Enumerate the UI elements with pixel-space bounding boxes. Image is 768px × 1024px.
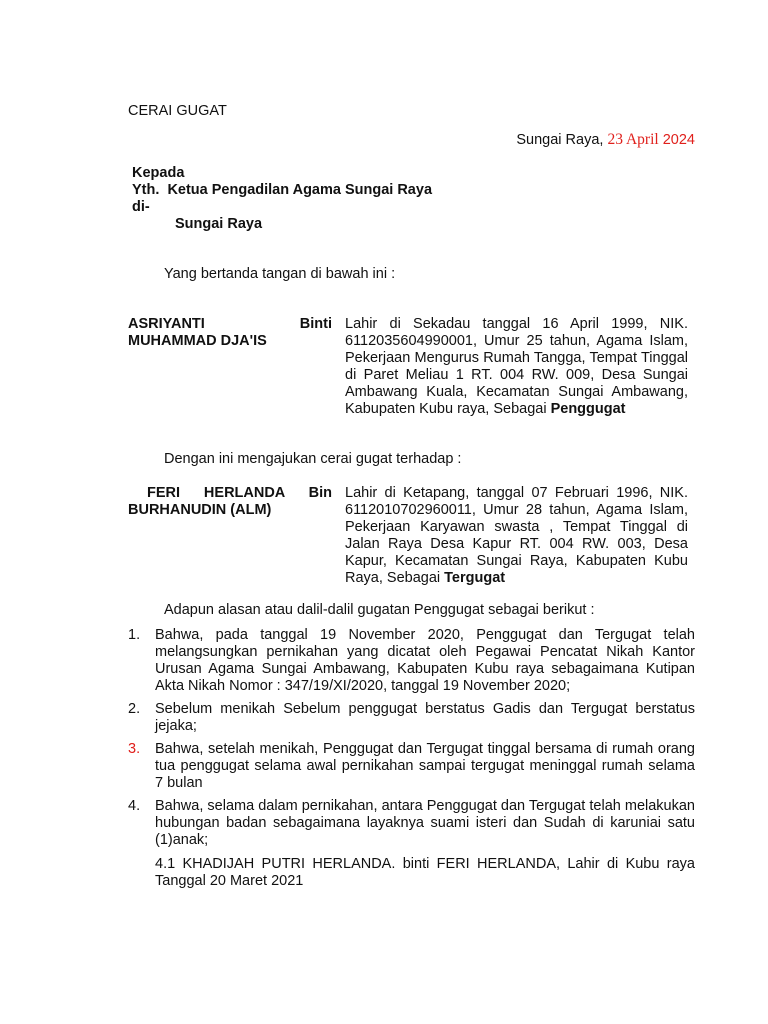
place-date — [516, 131, 695, 149]
plaintiff-name-second: MUHAMMAD DJA'IS — [128, 333, 267, 349]
document-title: CERAI GUGAT — [128, 103, 227, 119]
place-text: Sungai Raya, — [516, 132, 604, 148]
plaintiff-details — [345, 316, 688, 418]
against-text: Dengan ini mengajukan cerai gugat terhadap : — [164, 451, 462, 467]
plaintiff-binti: Binti — [299, 316, 332, 332]
reason-3-text: Bahwa, setelah menikah, Penggugat dan Tergugat tinggal bersama di rumah orang tua penggugat selama awal pernikahan sampai tergugat meninggal rumah selama 7 bulan — [155, 741, 695, 791]
date-year: 2024 — [662, 132, 695, 148]
reason-4-text: Bahwa, selama dalam pernikahan, antara Penggugat dan Tergugat telah melakukan hubungan badan sebagaimana layaknya suami isteri dan Sudah di karuniai satu (1)anak; — [155, 798, 695, 848]
date-day-month: 23 April — [607, 131, 659, 148]
addressee-block — [132, 165, 432, 233]
defendant-name-first: FERI HERLANDA Bin — [147, 485, 332, 501]
plaintiff-name — [128, 316, 332, 350]
defendant-role: Tergugat — [444, 570, 506, 586]
child-entry: 4.1 KHADIJAH PUTRI HERLANDA. binti FERI HERLANDA, Lahir di Kubu raya Tanggal 20 Maret 2021 — [155, 856, 695, 889]
reason-1-number: 1. — [128, 627, 141, 643]
defendant-details-text: Lahir di Ketapang, tanggal 07 Februari 1996, NIK. 6112010702960011, Umur 28 tahun, Agama Islam, Pekerjaan Karyawan swasta , Tempat Tinggal di Jalan Raya Desa Kapur RT. 004 RW. 003, Desa Kapur, Kecamatan Sungai Raya, Kabupaten Kubu Raya, Sebagai — [345, 485, 688, 586]
addressee-recipient: Yth. Ketua Pengadilan Agama Sungai Raya — [132, 182, 433, 198]
plaintiff-details-text: Lahir di Sekadau tanggal 16 April 1999, NIK. 6112035604990001, Umur 25 tahun, Agama Islam, Pekerjaan Mengurus Rumah Tangga, Tempat Tinggal di Paret Meliau 1 RT. 004 RW. 009, Desa Sungai Ambawang Kuala, Kecamatan Sungai Ambawang, Kabupaten Kubu raya, Sebagai — [345, 316, 688, 417]
defendant-name — [128, 485, 332, 519]
plaintiff-role: Penggugat — [550, 401, 626, 417]
reason-4-number: 4. — [128, 798, 141, 814]
reason-1-text: Bahwa, pada tanggal 19 November 2020, Penggugat dan Tergugat telah melangsungkan pernikahan yang dicatat oleh Pegawai Pencatat Nikah Kantor Urusan Agama Sungai Ambawang, Kabupaten Kubu raya sebagaimana Kutipan Akta Nikah Nomor : 347/19/XI/2020, tanggal 19 November 2020; — [155, 627, 695, 694]
reason-3-number: 3. — [128, 741, 141, 757]
plaintiff-name-first: ASRIYANTI — [128, 316, 205, 332]
addressee-di: di- — [132, 199, 150, 215]
defendant-name-second: BURHANUDIN (ALM) — [128, 502, 272, 518]
defendant-details — [345, 485, 688, 587]
reason-2-number: 2. — [128, 701, 141, 717]
reasons-intro: Adapun alasan atau dalil-dalil gugatan Penggugat sebagai berikut : — [164, 602, 595, 618]
addressee-city: Sungai Raya — [175, 216, 263, 232]
addressee-kepada: Kepada — [132, 165, 185, 181]
reason-2-text: Sebelum menikah Sebelum penggugat berstatus Gadis dan Tergugat berstatus jejaka; — [155, 701, 695, 734]
intro-text: Yang bertanda tangan di bawah ini : — [164, 266, 396, 282]
